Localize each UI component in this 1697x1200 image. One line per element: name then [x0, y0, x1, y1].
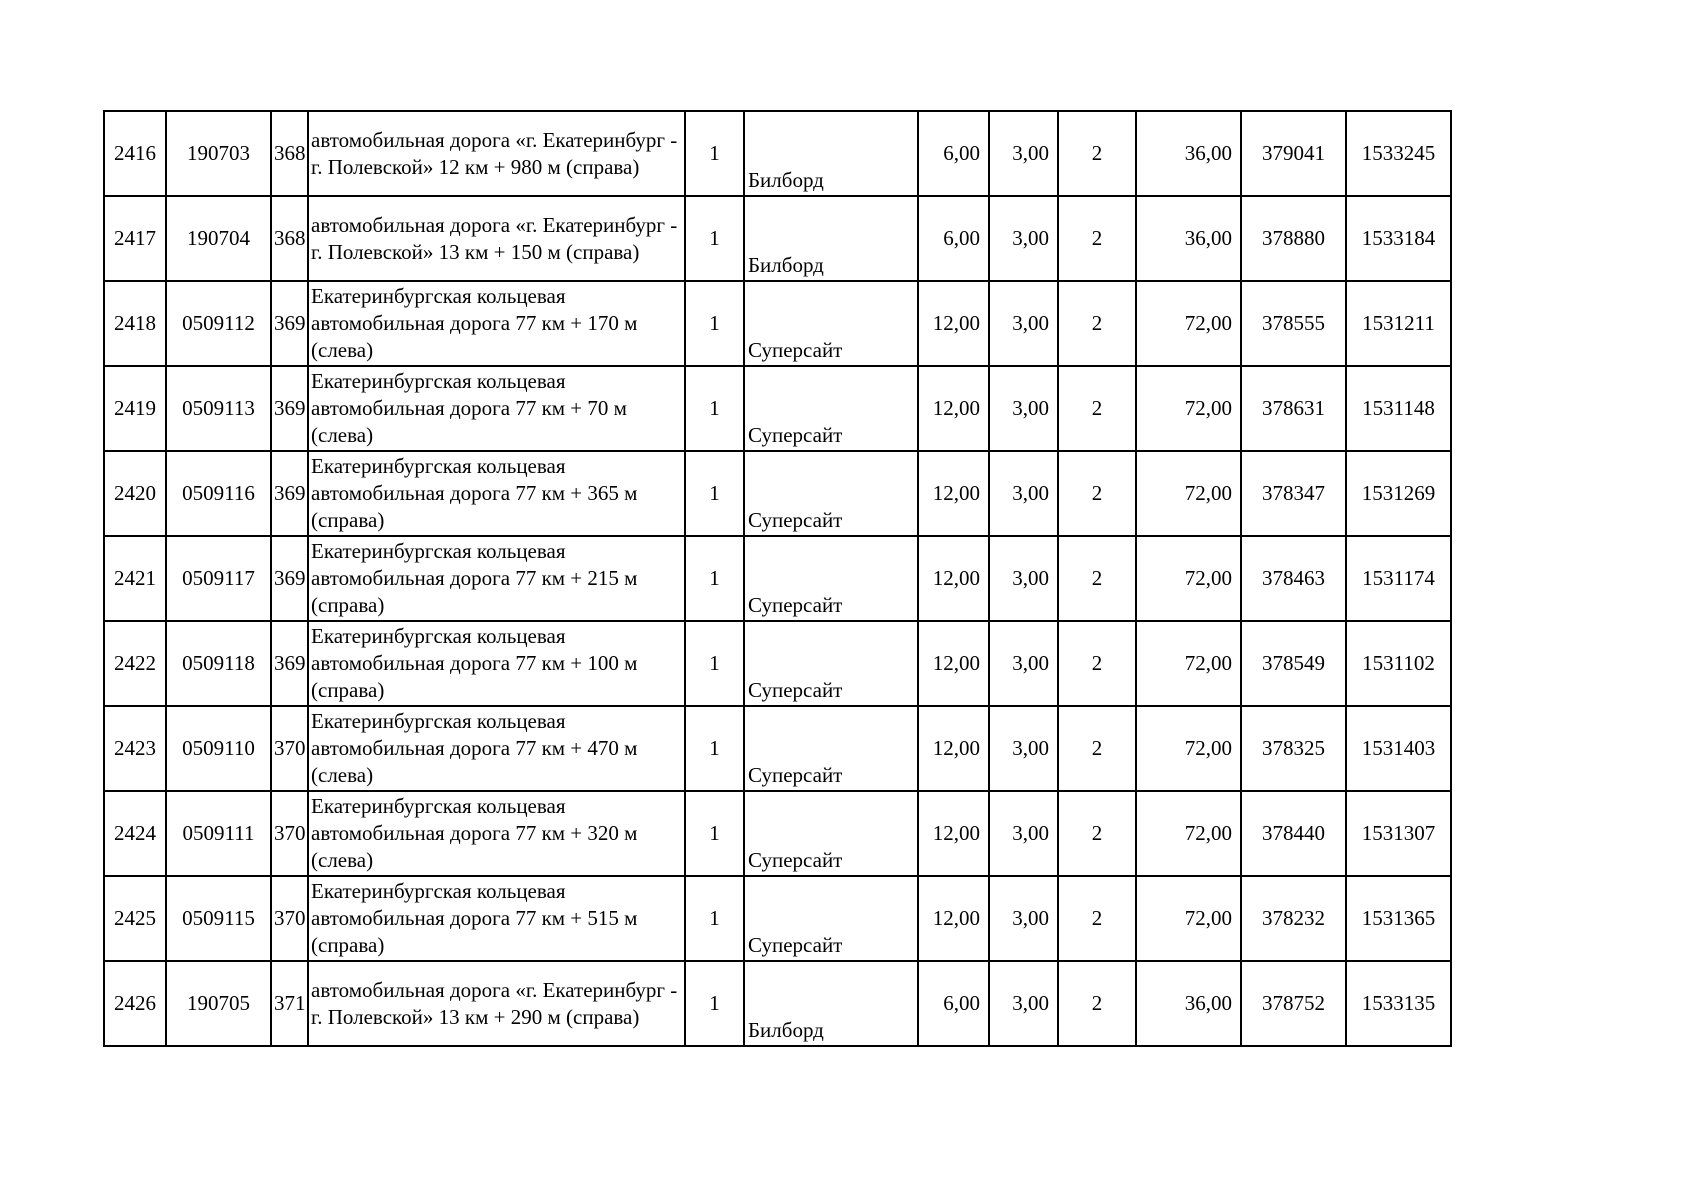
coord-y-cell: 1531174 — [1346, 536, 1451, 621]
table-row — [104, 706, 1451, 791]
structure-code-cell: 0509117 — [166, 536, 271, 621]
width-cell: 12,00 — [918, 536, 989, 621]
width-cell: 12,00 — [918, 791, 989, 876]
area-cell: 72,00 — [1136, 536, 1241, 621]
structure-type-cell: Суперсайт — [744, 281, 918, 366]
height-cell: 3,00 — [989, 196, 1058, 281]
sides-cell: 2 — [1058, 791, 1136, 876]
coord-y-cell: 1531269 — [1346, 451, 1451, 536]
structure-type-cell: Суперсайт — [744, 366, 918, 451]
width-cell: 6,00 — [918, 196, 989, 281]
structure-code-cell: 0509115 — [166, 876, 271, 961]
area-cell: 72,00 — [1136, 876, 1241, 961]
structure-code-cell: 190704 — [166, 196, 271, 281]
coord-x-cell: 378325 — [1241, 706, 1346, 791]
area-cell: 72,00 — [1136, 791, 1241, 876]
height-cell: 3,00 — [989, 281, 1058, 366]
row-number-cell: 2419 — [104, 366, 166, 451]
coord-x-cell: 378752 — [1241, 961, 1346, 1046]
coord-y-cell: 1531211 — [1346, 281, 1451, 366]
address-cell: автомобильная дорога «г. Екатеринбург - г. Полевской» 12 км + 980 м (справа) — [308, 111, 685, 196]
area-cell: 72,00 — [1136, 281, 1241, 366]
address-cell: Екатеринбургская кольцевая автомобильная дорога 77 км + 70 м (слева) — [308, 366, 685, 451]
width-cell: 12,00 — [918, 281, 989, 366]
group-number-cell: 369 — [271, 451, 308, 536]
row-number-cell: 2423 — [104, 706, 166, 791]
address-cell: Екатеринбургская кольцевая автомобильная дорога 77 км + 100 м (справа) — [308, 621, 685, 706]
row-number-cell: 2418 — [104, 281, 166, 366]
structure-code-cell: 190703 — [166, 111, 271, 196]
group-number-cell: 369 — [271, 366, 308, 451]
table-row — [104, 876, 1451, 961]
sides-cell: 2 — [1058, 281, 1136, 366]
quantity-cell: 1 — [685, 621, 744, 706]
structure-type-cell: Билборд — [744, 196, 918, 281]
width-cell: 6,00 — [918, 111, 989, 196]
table-row — [104, 451, 1451, 536]
structure-type-cell: Суперсайт — [744, 451, 918, 536]
address-cell: Екатеринбургская кольцевая автомобильная дорога 77 км + 170 м (слева) — [308, 281, 685, 366]
row-number-cell: 2420 — [104, 451, 166, 536]
sides-cell: 2 — [1058, 961, 1136, 1046]
area-cell: 72,00 — [1136, 366, 1241, 451]
quantity-cell: 1 — [685, 451, 744, 536]
height-cell: 3,00 — [989, 791, 1058, 876]
group-number-cell: 369 — [271, 536, 308, 621]
group-number-cell: 370 — [271, 706, 308, 791]
sides-cell: 2 — [1058, 111, 1136, 196]
structure-type-cell: Суперсайт — [744, 706, 918, 791]
coord-y-cell: 1533135 — [1346, 961, 1451, 1046]
sides-cell: 2 — [1058, 366, 1136, 451]
structure-type-cell: Суперсайт — [744, 621, 918, 706]
structure-code-cell: 0509111 — [166, 791, 271, 876]
structure-type-cell: Билборд — [744, 961, 918, 1046]
coord-y-cell: 1531148 — [1346, 366, 1451, 451]
group-number-cell: 368 — [271, 196, 308, 281]
row-number-cell: 2417 — [104, 196, 166, 281]
quantity-cell: 1 — [685, 196, 744, 281]
row-number-cell: 2426 — [104, 961, 166, 1046]
address-cell: автомобильная дорога «г. Екатеринбург - г. Полевской» 13 км + 150 м (справа) — [308, 196, 685, 281]
coord-x-cell: 378347 — [1241, 451, 1346, 536]
area-cell: 36,00 — [1136, 196, 1241, 281]
group-number-cell: 370 — [271, 876, 308, 961]
table-row — [104, 196, 1451, 281]
table-row — [104, 281, 1451, 366]
width-cell: 12,00 — [918, 621, 989, 706]
coord-y-cell: 1531365 — [1346, 876, 1451, 961]
structure-code-cell: 0509116 — [166, 451, 271, 536]
quantity-cell: 1 — [685, 706, 744, 791]
height-cell: 3,00 — [989, 961, 1058, 1046]
address-cell: Екатеринбургская кольцевая автомобильная дорога 77 км + 365 м (справа) — [308, 451, 685, 536]
table-row — [104, 536, 1451, 621]
coord-x-cell: 378555 — [1241, 281, 1346, 366]
quantity-cell: 1 — [685, 961, 744, 1046]
sides-cell: 2 — [1058, 196, 1136, 281]
coord-y-cell: 1533184 — [1346, 196, 1451, 281]
area-cell: 72,00 — [1136, 706, 1241, 791]
height-cell: 3,00 — [989, 366, 1058, 451]
coord-x-cell: 378232 — [1241, 876, 1346, 961]
coord-x-cell: 378440 — [1241, 791, 1346, 876]
height-cell: 3,00 — [989, 536, 1058, 621]
quantity-cell: 1 — [685, 111, 744, 196]
address-cell: Екатеринбургская кольцевая автомобильная дорога 77 км + 470 м (слева) — [308, 706, 685, 791]
group-number-cell: 369 — [271, 281, 308, 366]
quantity-cell: 1 — [685, 281, 744, 366]
width-cell: 12,00 — [918, 876, 989, 961]
row-number-cell: 2421 — [104, 536, 166, 621]
width-cell: 6,00 — [918, 961, 989, 1046]
coord-x-cell: 378631 — [1241, 366, 1346, 451]
structure-code-cell: 0509112 — [166, 281, 271, 366]
height-cell: 3,00 — [989, 706, 1058, 791]
quantity-cell: 1 — [685, 791, 744, 876]
table-body — [104, 111, 1451, 1046]
structure-type-cell: Суперсайт — [744, 791, 918, 876]
width-cell: 12,00 — [918, 366, 989, 451]
row-number-cell: 2425 — [104, 876, 166, 961]
coord-y-cell: 1531307 — [1346, 791, 1451, 876]
area-cell: 72,00 — [1136, 621, 1241, 706]
structure-code-cell: 190705 — [166, 961, 271, 1046]
row-number-cell: 2422 — [104, 621, 166, 706]
area-cell: 36,00 — [1136, 961, 1241, 1046]
coord-y-cell: 1531403 — [1346, 706, 1451, 791]
address-cell: Екатеринбургская кольцевая автомобильная дорога 77 км + 515 м (справа) — [308, 876, 685, 961]
coord-x-cell: 378463 — [1241, 536, 1346, 621]
coord-y-cell: 1531102 — [1346, 621, 1451, 706]
group-number-cell: 368 — [271, 111, 308, 196]
coord-x-cell: 379041 — [1241, 111, 1346, 196]
address-cell: Екатеринбургская кольцевая автомобильная дорога 77 км + 320 м (слева) — [308, 791, 685, 876]
address-cell: Екатеринбургская кольцевая автомобильная дорога 77 км + 215 м (справа) — [308, 536, 685, 621]
structure-code-cell: 0509113 — [166, 366, 271, 451]
quantity-cell: 1 — [685, 876, 744, 961]
width-cell: 12,00 — [918, 451, 989, 536]
area-cell: 36,00 — [1136, 111, 1241, 196]
height-cell: 3,00 — [989, 111, 1058, 196]
width-cell: 12,00 — [918, 706, 989, 791]
coord-y-cell: 1533245 — [1346, 111, 1451, 196]
table-row — [104, 791, 1451, 876]
quantity-cell: 1 — [685, 536, 744, 621]
structure-type-cell: Билборд — [744, 111, 918, 196]
structure-code-cell: 0509110 — [166, 706, 271, 791]
structure-type-cell: Суперсайт — [744, 536, 918, 621]
sides-cell: 2 — [1058, 451, 1136, 536]
sides-cell: 2 — [1058, 876, 1136, 961]
coord-x-cell: 378549 — [1241, 621, 1346, 706]
sides-cell: 2 — [1058, 536, 1136, 621]
area-cell: 72,00 — [1136, 451, 1241, 536]
height-cell: 3,00 — [989, 451, 1058, 536]
table-row — [104, 621, 1451, 706]
row-number-cell: 2416 — [104, 111, 166, 196]
address-cell: автомобильная дорога «г. Екатеринбург - г. Полевской» 13 км + 290 м (справа) — [308, 961, 685, 1046]
coord-x-cell: 378880 — [1241, 196, 1346, 281]
group-number-cell: 369 — [271, 621, 308, 706]
group-number-cell: 371 — [271, 961, 308, 1046]
row-number-cell: 2424 — [104, 791, 166, 876]
height-cell: 3,00 — [989, 621, 1058, 706]
structure-code-cell: 0509118 — [166, 621, 271, 706]
structure-type-cell: Суперсайт — [744, 876, 918, 961]
ad-structures-table — [103, 110, 1452, 1047]
sides-cell: 2 — [1058, 706, 1136, 791]
quantity-cell: 1 — [685, 366, 744, 451]
group-number-cell: 370 — [271, 791, 308, 876]
sides-cell: 2 — [1058, 621, 1136, 706]
height-cell: 3,00 — [989, 876, 1058, 961]
table-row — [104, 366, 1451, 451]
table-row — [104, 111, 1451, 196]
table-row — [104, 961, 1451, 1046]
